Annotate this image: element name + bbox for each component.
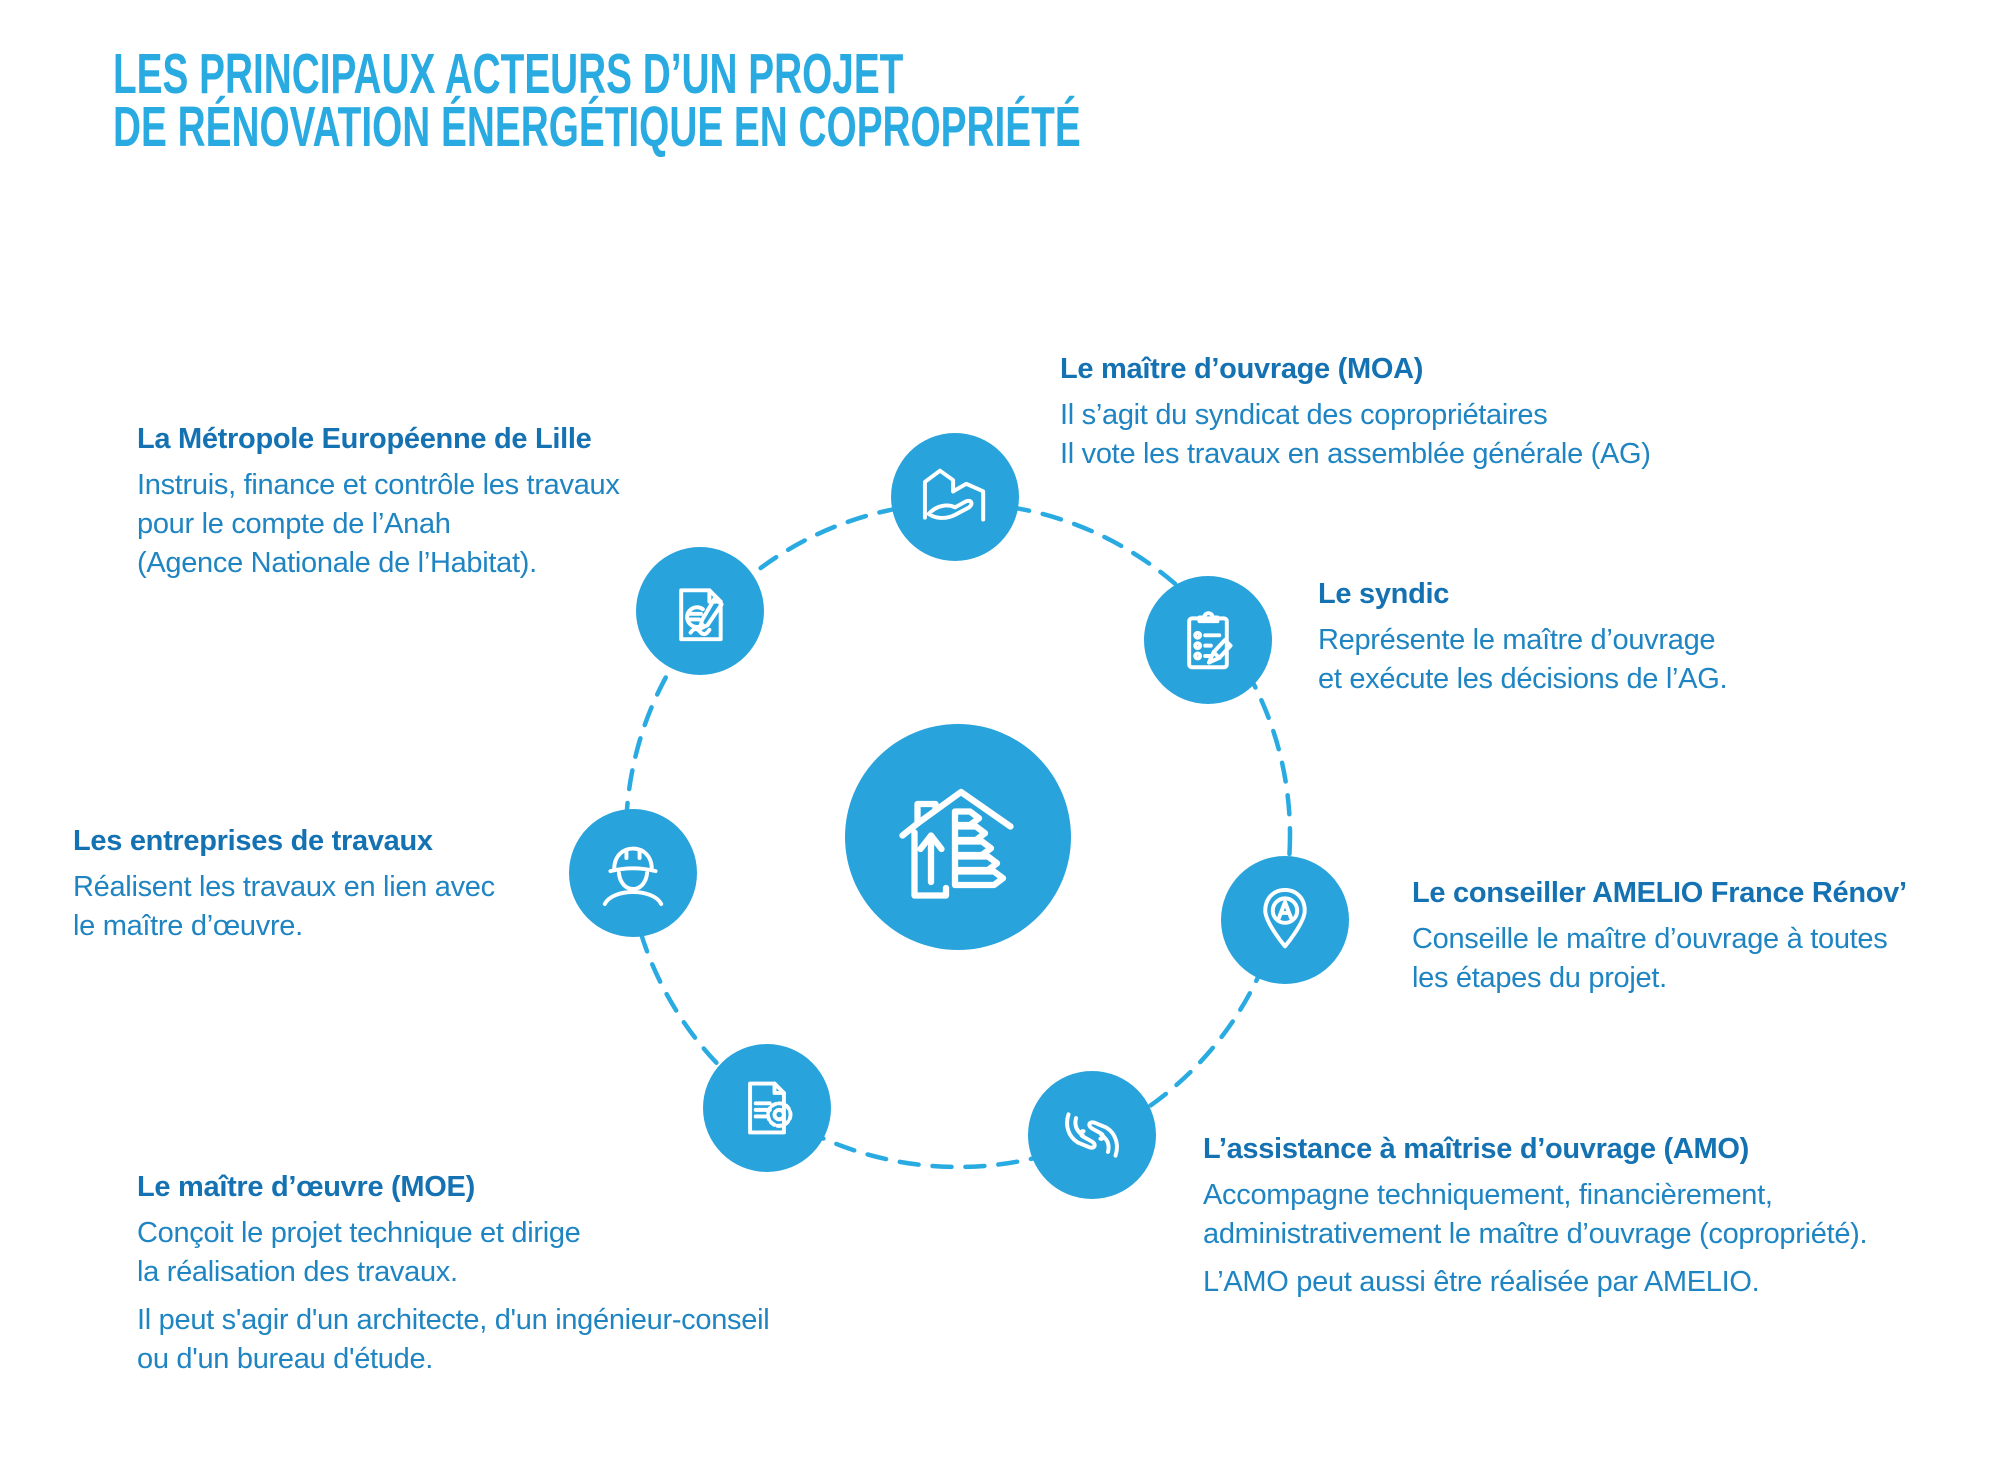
actor-line: (Agence Nationale de l’Habitat). <box>137 547 537 579</box>
actor-line: Il peut s'agir d'un architecte, d'un ingénieur-conseil <box>137 1304 770 1336</box>
mel-bubble <box>636 547 764 675</box>
actor-line: L’AMO peut aussi être réalisée par AMELIO. <box>1203 1266 1760 1298</box>
page-title-line1: LES PRINCIPAUX ACTEURS D’UN PROJET <box>113 42 904 106</box>
actor-line: Instruis, finance et contrôle les travaux <box>137 469 620 501</box>
actor-line: administrativement le maître d’ouvrage (copropriété). <box>1203 1218 1868 1250</box>
actor-line: la réalisation des travaux. <box>137 1256 458 1288</box>
document-gear-icon <box>720 1061 814 1155</box>
actor-block-amelio <box>1412 874 1907 998</box>
actor-line: Conseille le maître d’ouvrage à toutes <box>1412 923 1888 955</box>
buildings-hand-icon <box>908 450 1002 544</box>
actor-line: Représente le maître d’ouvrage <box>1318 624 1716 656</box>
moa-bubble <box>891 433 1019 561</box>
actor-line: Conçoit le projet technique et dirige <box>137 1217 581 1249</box>
actor-heading: Le maître d’œuvre (MOE) <box>137 1171 475 1203</box>
actor-line: le maître d’œuvre. <box>73 910 303 942</box>
helping-hands-icon <box>1045 1088 1139 1182</box>
amelio-bubble <box>1221 856 1349 984</box>
actor-block-entreprises <box>73 822 495 946</box>
actor-line: pour le compte de l’Anah <box>137 508 451 540</box>
actor-block-moa <box>1060 350 1651 474</box>
actor-heading: L’assistance à maîtrise d’ouvrage (AMO) <box>1203 1133 1749 1165</box>
clipboard-checklist-pencil-icon <box>1161 593 1255 687</box>
map-pin-a-icon <box>1238 873 1332 967</box>
actor-heading: La Métropole Européenne de Lille <box>137 423 592 455</box>
actor-block-mel <box>137 420 620 583</box>
actor-heading: Le syndic <box>1318 578 1450 610</box>
center-bubble <box>845 724 1071 950</box>
entreprises-bubble <box>569 809 697 937</box>
actor-line: Il s’agit du syndicat des copropriétaires <box>1060 399 1548 431</box>
actor-heading: Le conseiller AMELIO France Rénov’ <box>1412 877 1907 909</box>
actor-line: ou d'un bureau d'étude. <box>137 1343 434 1375</box>
house-energy-arrow-icon <box>883 762 1033 912</box>
actor-block-moe <box>137 1168 769 1379</box>
actor-block-amo <box>1203 1130 1867 1302</box>
actor-heading: Le maître d’ouvrage (MOA) <box>1060 353 1424 385</box>
actor-line: Réalisent les travaux en lien avec <box>73 871 495 903</box>
amo-bubble <box>1028 1071 1156 1199</box>
euro-contract-pencil-icon <box>653 564 747 658</box>
page-title-line2: DE RÉNOVATION ÉNERGÉTIQUE EN COPROPRIÉTÉ <box>113 95 1081 159</box>
moe-bubble <box>703 1044 831 1172</box>
actor-line: et exécute les décisions de l’AG. <box>1318 663 1728 695</box>
actor-block-syndic <box>1318 575 1727 699</box>
actor-heading: Les entreprises de travaux <box>73 825 433 857</box>
actor-line: Il vote les travaux en assemblée générale (AG) <box>1060 438 1651 470</box>
actor-line: Accompagne techniquement, financièrement, <box>1203 1179 1773 1211</box>
syndic-bubble <box>1144 576 1272 704</box>
construction-worker-icon <box>586 826 680 920</box>
actor-line: les étapes du projet. <box>1412 962 1667 994</box>
